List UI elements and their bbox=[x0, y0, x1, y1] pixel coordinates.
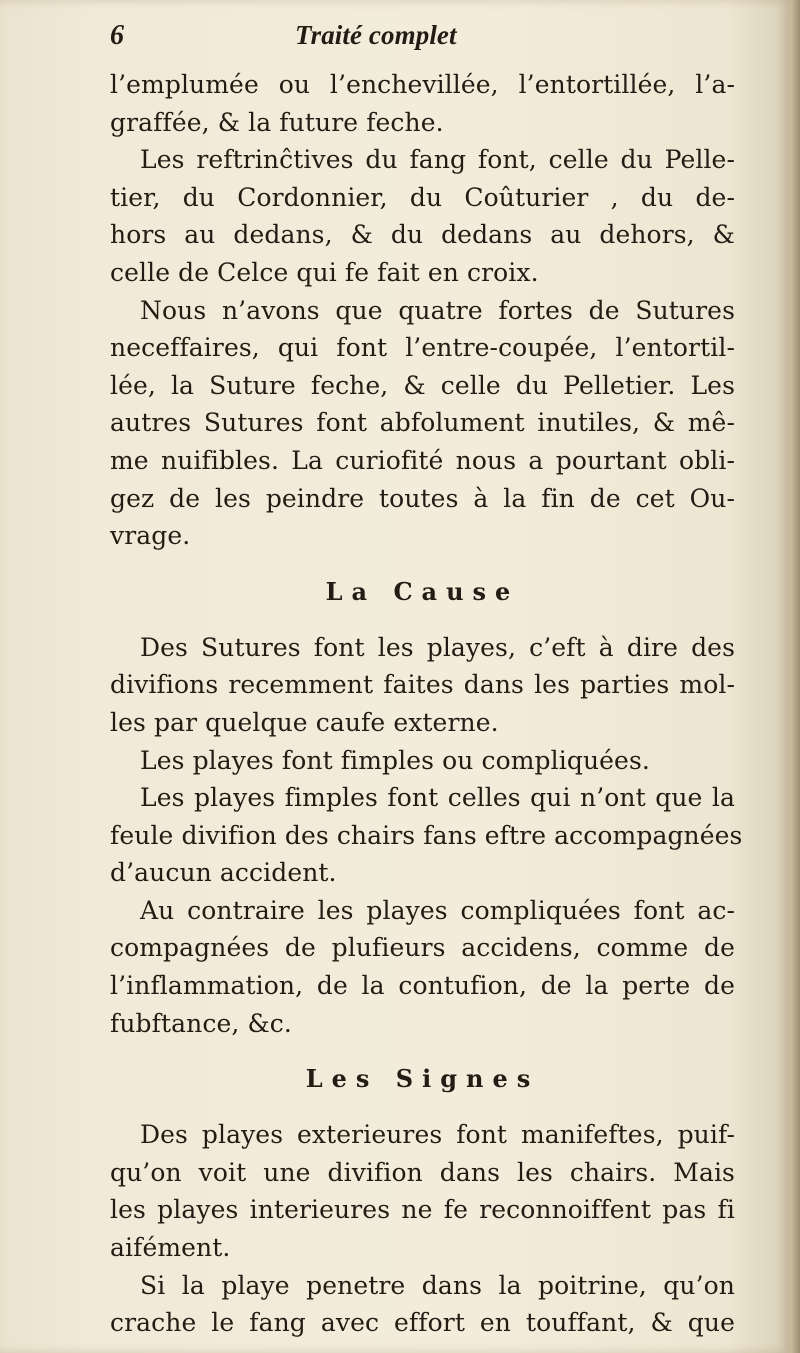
text-line: vrage. bbox=[110, 521, 191, 551]
text-line: les playes interieures ne fe reconnoiffent pas fi bbox=[110, 1195, 735, 1225]
paragraph bbox=[110, 779, 743, 892]
section-heading-signs: Les Signes bbox=[305, 1064, 540, 1094]
text-line: hors au dedans, & du dedans au dehors, & bbox=[110, 220, 735, 250]
text-line: les par quelque caufe externe. bbox=[110, 707, 499, 737]
paragraph bbox=[110, 292, 735, 555]
text-line: divifions recemment faites dans les parties mol- bbox=[110, 670, 735, 700]
page-text-block bbox=[110, 20, 743, 1342]
text-line: feule divifion des chairs fans eftre accompagnées bbox=[110, 820, 743, 850]
text-line: crache le fang avec effort en touffant, & que bbox=[110, 1308, 735, 1338]
text-line: neceffaires, qui font l’entre-coupée, l’entortil- bbox=[110, 333, 735, 363]
text-line: graffée, & la future feche. bbox=[110, 107, 444, 137]
text-line: Les playes fimples font celles qui n’ont que la bbox=[140, 783, 735, 813]
text-line: lée, la Suture feche, & celle du Pelletier. Les bbox=[110, 370, 735, 400]
text-line: autres Sutures font abfolument inutiles, & mê- bbox=[110, 408, 735, 438]
paragraph bbox=[110, 1267, 735, 1342]
text-line: l’emplumée ou l’enchevillée, l’entortillée, l’a- bbox=[110, 70, 735, 99]
text-line: Les reftrinĉtives du fang font, celle du Pelle- bbox=[140, 145, 735, 175]
text-line: Les playes font fimples ou compliquées. bbox=[140, 745, 650, 775]
text-line: celle de Celce qui fe fait en croix. bbox=[110, 257, 539, 287]
text-line: qu’on voit une divifion dans les chairs. Mais bbox=[110, 1157, 735, 1187]
text-line: d’aucun accident. bbox=[110, 858, 337, 888]
text-line: tier, du Cordonnier, du Coûturier , du de- bbox=[110, 182, 735, 212]
paragraph bbox=[110, 66, 735, 141]
text-line: Au contraire les playes compliquées font ac- bbox=[140, 895, 735, 925]
text-line: aifément. bbox=[110, 1233, 231, 1263]
paragraph bbox=[110, 1116, 735, 1266]
page-number: 6 bbox=[110, 20, 125, 51]
text-line: Des playes exterieures font manifeftes, puif- bbox=[140, 1120, 735, 1150]
paragraph bbox=[110, 141, 735, 291]
paragraph bbox=[110, 892, 735, 1042]
text-line: gez de les peindre toutes à la fin de cet Ou- bbox=[110, 483, 735, 513]
page-edge bbox=[790, 0, 800, 1353]
running-title: Traité complet bbox=[295, 20, 457, 50]
page-header bbox=[110, 20, 735, 66]
paragraph bbox=[110, 629, 735, 742]
text-line: l’inflammation, de la contufion, de la perte de bbox=[110, 971, 735, 1001]
paragraph bbox=[110, 742, 735, 780]
text-line: compagnées de plufieurs accidens, comme de bbox=[110, 933, 735, 963]
text-line: Si la playe penetre dans la poitrine, qu’on bbox=[140, 1270, 735, 1300]
text-line: Des Sutures font les playes, c’eft à dire des bbox=[140, 632, 735, 662]
text-line: Nous n’avons que quatre fortes de Sutures bbox=[140, 295, 735, 325]
section-heading-cause: La Cause bbox=[325, 576, 520, 606]
text-line: fubftance, &c. bbox=[110, 1008, 292, 1038]
text-line: me nuifibles. La curiofité nous a pourtant obli- bbox=[110, 445, 735, 475]
